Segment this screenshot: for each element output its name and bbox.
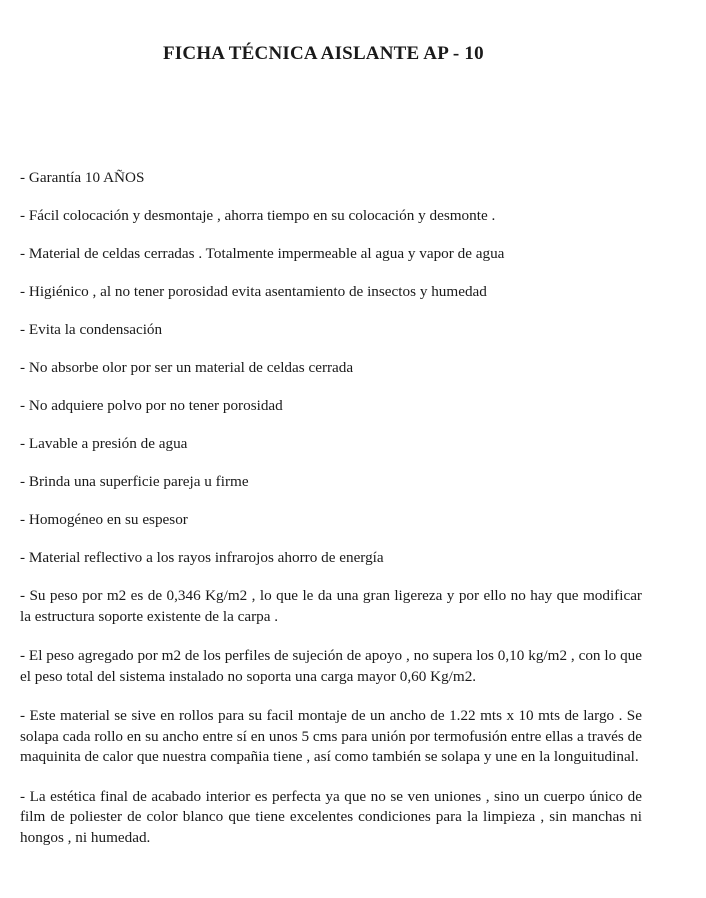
list-item: - Brinda una superficie pareja u firme: [20, 473, 249, 490]
list-item: - Material de celdas cerradas . Totalmente impermeable al agua y vapor de agua: [20, 245, 505, 262]
list-item: - No absorbe olor por ser un material de celdas cerrada: [20, 359, 354, 376]
list-item: - Material reflectivo a los rayos infrarojos ahorro de energía: [20, 549, 384, 566]
list-item: - La estética final de acabado interior es perfecta ya que no se ven uniones , sino un cuerpo único de film de poliester de color blanco que tiene excelentes condiciones para la limpieza , sin manchas ni hongos , ni humedad.: [20, 787, 642, 846]
list-item: - Fácil colocación y desmontaje , ahorra tiempo en su colocación y desmonte .: [20, 207, 496, 224]
list-item: - El peso agregado por m2 de los perfiles de sujeción de apoyo , no supera los 0,10 kg/m2 , con lo que el peso total del sistema instalado no soporta una carga mayor 0,60 Kg/m2.: [20, 647, 642, 685]
list-item: - Su peso por m2 es de 0,346 Kg/m2 , lo que le da una gran ligereza y por ello no hay que modificar la estructura soporte existente de la carpa .: [20, 587, 642, 625]
page-title: FICHA TÉCNICA AISLANTE AP - 10: [163, 43, 484, 64]
list-item: - Este material se sive en rollos para su facil montaje de un ancho de 1.22 mts x 10 mts de largo . Se solapa cada rollo en su ancho entre sí en unos 5 cms para unión por termofusión entre ellas a través de maquinita de calor que nuestra compañia tiene , así como también se solapa y une en la longuitudinal.: [20, 707, 642, 765]
feature-list: [20, 168, 642, 867]
list-item: - Higiénico , al no tener porosidad evita asentamiento de insectos y humedad: [20, 283, 487, 300]
list-item: - Lavable a presión de agua: [20, 435, 188, 452]
list-item: - Evita la condensación: [20, 321, 163, 338]
list-item: - No adquiere polvo por no tener porosidad: [20, 397, 283, 414]
list-item: - Garantía 10 AÑOS: [20, 169, 145, 186]
list-item: - Homogéneo en su espesor: [20, 511, 188, 528]
